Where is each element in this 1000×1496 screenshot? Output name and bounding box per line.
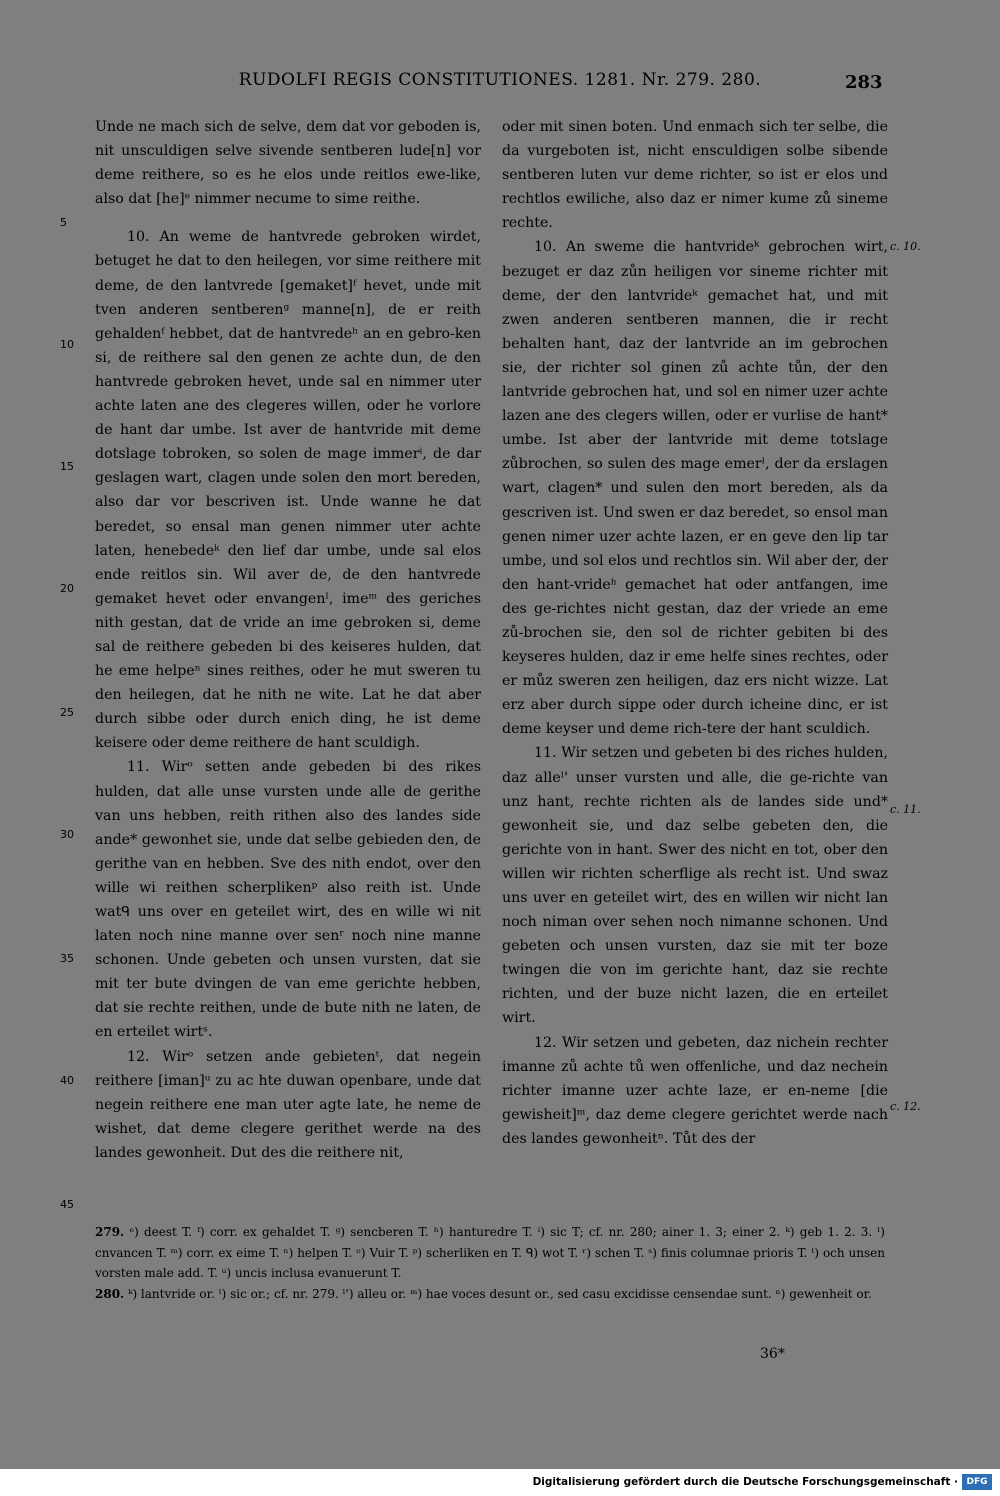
footer-bar xyxy=(0,1469,1000,1496)
left-paragraph-2: 10. An weme de hantvrede gebroken wirdet, betuget he dat to den heilegen, vor sime reithere mit deme, de den lantvrede [gemaket]ᶠ hevet, unde mit tven anderen sentberenᵍ manne[n], de er reith gehaldenᶠ hebbet, dat de hantvredeʰ an en gebro-ken si, de reithere sal den genen ze achte dun, de den hantvrede gebroken hevet, unde sal en nimmer uter achte laten ane des clegeres willen, oder he vorlore de hant dar umbe. Ist aver de hantvride mit deme dotslage tobroken, so solen de mage immerⁱ, de dar geslagen wart, clagen unde solen den mort bereden, also dar vor bescriven ist. Unde wanne he dat beredet, so ensal man genen nimmer uter achte laten, henebedeᵏ den lief dar umbe, unde sal elos ende reitlos sin. Wil aver de, de den hantvrede gemaket hevet oder envangenˡ, imeᵐ des geriches nith gestan, dat de vride an ime gebroken si, deme sal de reithere gebeden bi des keiseres hulden, dat he eme helpeⁿ sines reithes, oder he mut sweren tu den heilegen, dat he nith ne wite. Lat he dat aber durch sibbe oder durch enich ding, he ist deme keisere oder deme reithere de hant sculdigh. xyxy=(95,229,481,752)
running-title: RUDOLFI REGIS CONSTITUTIONES. 1281. Nr. 279. 280. xyxy=(238,70,762,90)
footnotes xyxy=(95,1222,885,1304)
footnote-text: ᵉ) deest T. ᶠ) corr. ex gehaldet T. ᵍ) sencberen T. ʰ) hanturedre T. ⁱ) sic T; cf. nr. 280; ainer 1. 3; einer 2. ᵏ) geb 1. 2. 3. ˡ) cnvancen T. ᵐ) corr. ex eime T. ⁿ) helpen T. ᵒ) Vuir T. ᵖ) scherliken en T. ᑫ) wot T. ʳ) schen T. ˢ) finis columnae prioris T. ᵗ) och unsen vorsten male add. T. ᵘ) uncis inclusa evanuerunt T. xyxy=(95,1225,885,1280)
right-column xyxy=(502,115,888,1151)
footnotes-279 xyxy=(95,1222,885,1284)
marginal-reference: c. 11. xyxy=(890,803,921,816)
page-number: 283 xyxy=(845,72,883,93)
right-paragraph-1: oder mit sinen boten. Und enmach sich ter selbe, die da vurgeboten ist, nicht ensculdigen solbe sibende sentberen luten vur deme richter, so ist er elos und rechtlos ewiliche, also daz er nimer kume zů sineme rechte. xyxy=(502,119,888,232)
marginal-reference: c. 12. xyxy=(890,1100,921,1113)
line-number: 35 xyxy=(60,952,74,965)
left-paragraph-1: Unde ne mach sich de selve, dem dat vor geboden is, nit unsculdigen selve sivende sentberen lude[n] vor deme reithere, so es he elos unde reitlos ewe-like, also dat [he]ᵉ nimmer necume to sime reithe. xyxy=(95,119,481,208)
line-number: 5 xyxy=(60,216,67,229)
footnote-label: 279. xyxy=(95,1225,125,1239)
left-column xyxy=(95,115,481,1165)
marginal-reference: c. 10. xyxy=(890,240,921,253)
dfg-logo-icon: DFG xyxy=(962,1474,992,1490)
footnote-label: 280. xyxy=(95,1286,125,1301)
line-number: 25 xyxy=(60,706,74,719)
right-paragraph-3: 11. Wir setzen und gebeten bi des riches hulden, daz alleˡ' unser vursten und alle, die ge-richte van unz hant, rechte richten als de landes side und* gewonheit sie, und daz selbe gebeten den, die gerichte von in hant. Swer des nicht en tot, ober den willen wir richten scherflige als recht ist. Und swaz uns uver en geteilet wirt, des en willen wir nicht lan noch niman over sehen noch nimanne schonen. Und gebeten och unsen vursten, daz sie mit ter boze twingen die von im gerichte hant, daz sie rechte richten, und der buze nicht lazen, die en erteilet wirt. xyxy=(502,745,888,1027)
line-number: 45 xyxy=(60,1198,74,1211)
line-number: 10 xyxy=(60,338,74,351)
left-paragraph-4: 12. Wirᵒ setzen ande gebietenᵗ, dat negein reithere [iman]ᵘ zu ac hte duwan openbare, unde dat negein reithere ene man uter agte late, he neme de wishet, dat deme clegere gerithet werde na des landes gewonheit. Dut des die reithere nit, xyxy=(95,1048,481,1161)
left-paragraph-3: 11. Wirᵒ setten ande gebeden bi des rikes hulden, dat alle unse vursten unde alle de gerithe van uns hebben, reith rithen also des landes side ande* gewonhet sie, unde dat selbe gebieden den, de gerithe van en hebben. Sve des nith endot, over den wille wi reithen scherplikenᵖ also reith ist. Unde watᑫ uns over en geteilet wirt, des en wille wi nit laten noch nine manne over senʳ noch nine manne schonen. Unde gebeten och unsen vursten, dat sie mit ter bute dvingen de van eme gerichte hebben, dat sie rechte reithen, unde de bute nith ne laten, de en erteilet wirtˢ. xyxy=(95,759,481,1041)
footnotes-280 xyxy=(95,1284,885,1305)
line-number: 30 xyxy=(60,828,74,841)
line-number: 40 xyxy=(60,1074,74,1087)
signature-mark: 36* xyxy=(760,1346,785,1362)
footnote-text: ᵏ) lantvride or. ˡ) sic or.; cf. nr. 279. ˡ') alleu or. ᵐ) hae voces desunt or., sed casu excidisse censendae sunt. ⁿ) gewenheit or. xyxy=(128,1286,872,1301)
footer-funding-note: Digitalisierung gefördert durch die Deutsche Forschungsgemeinschaft · xyxy=(532,1476,958,1488)
line-number: 20 xyxy=(60,582,74,595)
line-number: 15 xyxy=(60,460,74,473)
right-paragraph-2: 10. An sweme die hantvrideᵏ gebrochen wirt, bezuget er daz zůn heiligen vor sineme richter mit deme, der den lantvrideᵏ gemachet hat, und mit zwen anderen sentberen mannen, die ir recht behalten hant, daz der lantvride an im gebrochen sie, der richter sol ginen zů achte tůn, der den lantvride gebrochen hat, und sol en nimer uzer achte lazen ane des clegers willen, oder er vurlise de hant* umbe. Ist aber der lantvride mit deme totslage zůbrochen, so sulen des mage emerˡ, der da erslagen wart, clagen* und sulen den mort bereden, als da gescriven ist. Und swen er daz beredet, so ensol man genen nimer uzer achte lazen, er en geve den lip tar umbe, und sol elos und rechtlos sin. Wil aber der, der den hant-vrideʰ gemachet hat oder antfangen, ime des ge-richtes nicht gestan, daz der vriede an eme zů-brochen sie, den sol de richter gebiten bi des keyseres hulden, daz ir eme helfe sines rechtes, oder er můz sweren zen heiligen, daz ers nicht wizze. Lat erz aber durch sippe oder durch icheine dinc, er ist deme keyser und deme rich-tere der hant sculdich. xyxy=(502,239,888,738)
right-paragraph-4: 12. Wir setzen und gebeten, daz nichein rechter imanne zů achte tů wen offenliche, und daz nechein richter imanne uzer achte laze, er en-neme [die gewisheit]ᵐ, daz deme clegere gerichtet werde nach des landes gewonheitⁿ. Tůt des der xyxy=(502,1034,888,1147)
